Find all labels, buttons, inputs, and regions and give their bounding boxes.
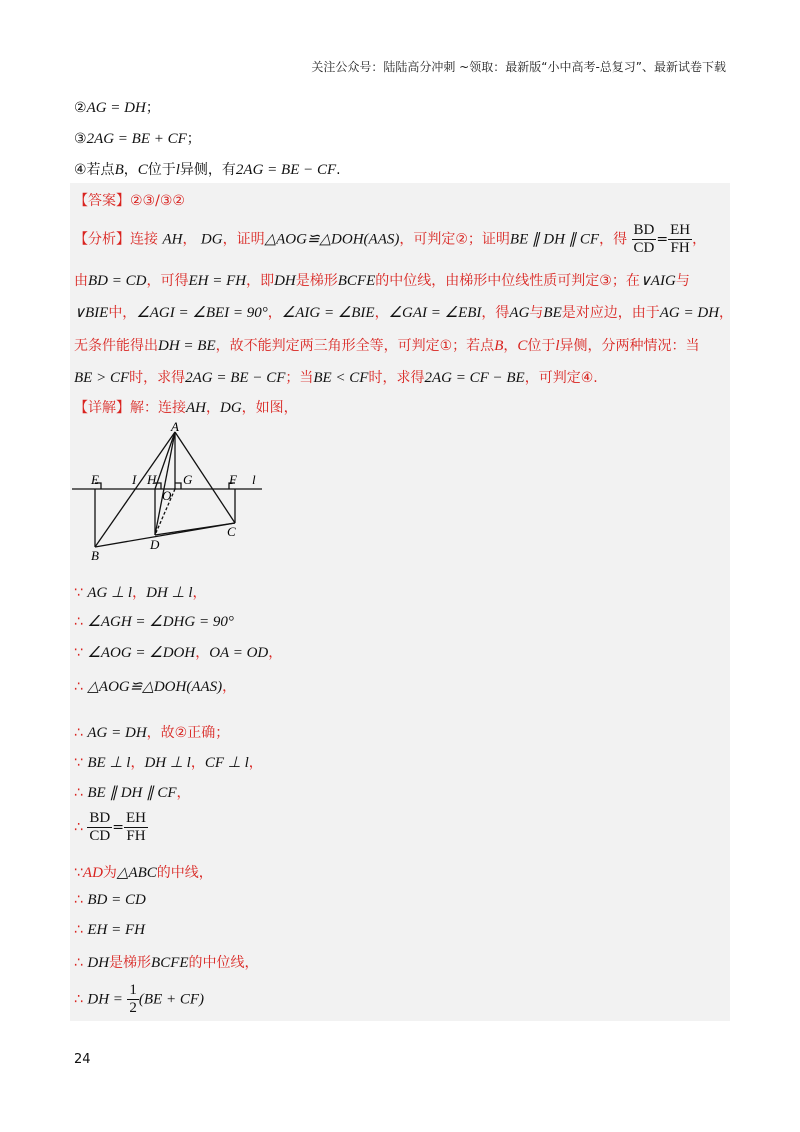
item-2: ②AG = DH；: [74, 100, 160, 116]
fraction-bd-cd: $\frac{BD}{CD}$: [633, 222, 655, 256]
fraction-eh-fh-step: $\frac{EH}{FH}$: [125, 810, 146, 844]
step-12: ∴ DH是梯形BCFE的中位线，: [74, 955, 259, 971]
answer-line: 【答案】②③/③②: [74, 193, 185, 209]
step-10: ∴ BD = CD: [74, 892, 146, 908]
fraction-one-half: $\frac{1}{2}$: [129, 982, 137, 1016]
step-8: ∴ $\frac{BD}{CD}$ = $\frac{EH}{FH}$: [74, 810, 146, 844]
label-g: G: [183, 472, 193, 487]
geometry-figure: [70, 420, 270, 565]
item-4: ④若点B，C位于l异侧，有2AG = BE − CF.: [74, 162, 341, 178]
item-3: ③2AG = BE + CF；: [74, 131, 201, 147]
step-7: ∴ BE ∥ DH ∥ CF，: [74, 785, 191, 801]
analysis-line-1: 【分析】连接 AH， DG，证明△AOG≌△DOH(AAS)，可判定②；证明BE ∥ DH ∥ CF，得 $\frac{BD}{CD}$ = $\frac{EH}{FH}$ ，: [74, 222, 707, 256]
step-6: ∵ BE ⊥ l，DH ⊥ l，CF ⊥ l，: [74, 755, 263, 771]
detail-line: 【详解】解：连接AH，DG，如图，: [74, 400, 298, 416]
label-i: I: [132, 472, 137, 487]
label-f: F: [229, 472, 237, 487]
label-a: A: [171, 420, 179, 434]
label-l: l: [252, 472, 256, 487]
step-11: ∴ EH = FH: [74, 922, 145, 938]
segment-dc: [155, 523, 235, 535]
fraction-eh-fh: $\frac{EH}{FH}$: [670, 222, 691, 256]
fraction-bd-cd-step: $\frac{BD}{CD}$: [89, 810, 111, 844]
label-o: O: [162, 488, 172, 503]
page-header: 关注公众号：陆陆高分冲刺 ~领取：最新版“小中高考-总复习”、最新试卷下载: [311, 60, 726, 74]
label-h: H: [147, 472, 157, 487]
label-e: E: [91, 472, 99, 487]
label-b: B: [91, 548, 99, 563]
page-number: 24: [74, 1052, 91, 1067]
step-5: ∴ AG = DH，故②正确；: [74, 725, 230, 741]
analysis-line-4: 无条件能得出DH = BE，故不能判定两三角形全等，可判定①；若点B，C位于l异侧，分两种情况：当: [74, 338, 700, 354]
right-angle-g: [175, 483, 181, 489]
step-3: ∵ ∠AOG = ∠DOH，OA = OD，: [74, 645, 283, 661]
step-9: ∵AD为△ABC的中线，: [74, 865, 213, 881]
step-4: ∴ △AOG≌△DOH(AAS)，: [74, 679, 237, 695]
analysis-line-5: BE > CF时，求得2AG = BE − CF；当BE < CF时，求得2AG = CF − BE，可判定④.: [74, 370, 598, 386]
analysis-line-3: ∨BIE中，∠AGI = ∠BEI = 90°，∠AIG = ∠BIE，∠GAI = ∠EBI，得AG与BE是对应边，由于AG = DH，: [74, 305, 734, 321]
label-d: D: [150, 537, 160, 552]
step-1: ∵ AG ⊥ l，DH ⊥ l，: [74, 585, 207, 601]
label-c: C: [227, 524, 236, 539]
analysis-line-2: 由BD = CD，可得EH = FH，即DH是梯形BCFE的中位线，由梯形中位线性质可判定③；在∨AIG与: [74, 273, 690, 289]
step-2: ∴ ∠AGH = ∠DHG = 90°: [74, 614, 234, 630]
step-13: ∴ DH = $\frac{1}{2}$ (BE + CF): [74, 982, 204, 1016]
